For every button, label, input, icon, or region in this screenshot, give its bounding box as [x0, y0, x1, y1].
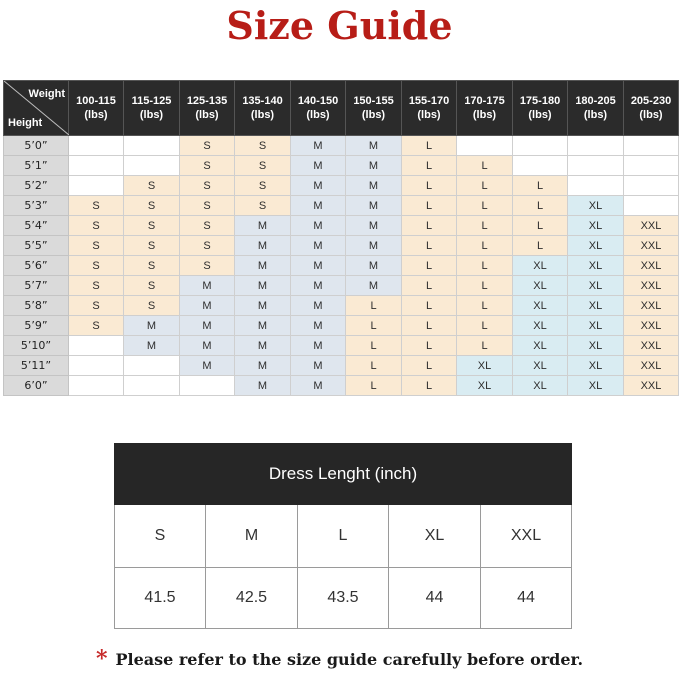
size-cell: XL: [568, 236, 624, 256]
size-cell: S: [180, 216, 235, 236]
size-cell: [124, 156, 180, 176]
size-cell: M: [235, 296, 291, 316]
height-label: 5’10”: [4, 336, 69, 356]
size-cell: XXL: [624, 296, 679, 316]
size-cell: S: [235, 156, 291, 176]
size-cell: XL: [568, 216, 624, 236]
size-cell: S: [180, 176, 235, 196]
size-cell: [69, 156, 124, 176]
size-cell: [624, 136, 679, 156]
size-cell: L: [346, 296, 402, 316]
size-cell: M: [291, 196, 346, 216]
size-cell: XXL: [624, 316, 679, 336]
size-cell: S: [69, 256, 124, 276]
dress-length-table: [114, 443, 572, 629]
size-cell: L: [402, 296, 457, 316]
weight-range: 175-180: [519, 95, 561, 107]
size-cell: XL: [457, 356, 513, 376]
size-cell: XL: [568, 336, 624, 356]
weight-header-140-150: [291, 81, 346, 136]
size-chart: [3, 80, 679, 396]
height-label: 5’5”: [4, 236, 69, 256]
size-cell: XL: [513, 316, 568, 336]
size-cell: L: [457, 236, 513, 256]
size-cell: XXL: [624, 256, 679, 276]
size-cell: L: [457, 316, 513, 336]
size-cell: L: [513, 216, 568, 236]
size-cell: XL: [568, 196, 624, 216]
size-cell: XL: [568, 316, 624, 336]
size-cell: S: [180, 256, 235, 276]
table-row: [4, 296, 679, 316]
size-cell: S: [235, 196, 291, 216]
size-cell: S: [235, 136, 291, 156]
height-label: 5’0”: [4, 136, 69, 156]
weight-unit: (lbs): [639, 109, 663, 121]
size-cell: [568, 156, 624, 176]
size-cell: S: [180, 136, 235, 156]
size-cell: XXL: [624, 236, 679, 256]
size-cell: [624, 176, 679, 196]
size-cell: S: [69, 196, 124, 216]
size-cell: M: [235, 256, 291, 276]
weight-range: 150-155: [353, 95, 394, 107]
weight-range: 140-150: [297, 95, 339, 107]
page-title: Size Guide: [226, 3, 453, 48]
size-cell: M: [346, 236, 402, 256]
weight-unit: (lbs): [195, 109, 219, 121]
size-cell: XL: [513, 356, 568, 376]
size-cell: [69, 176, 124, 196]
size-cell: XL: [513, 276, 568, 296]
dress-size-label: M: [206, 505, 298, 568]
size-cell: L: [457, 196, 513, 216]
size-cell: M: [235, 236, 291, 256]
weight-header-205-230: [624, 81, 679, 136]
weight-range: 180-205: [575, 95, 616, 107]
table-row: [4, 276, 679, 296]
table-row: [4, 356, 679, 376]
size-cell: L: [402, 356, 457, 376]
weight-range: 115-125: [131, 95, 172, 107]
table-row: [4, 156, 679, 176]
size-cell: L: [457, 276, 513, 296]
height-label: 5’1”: [4, 156, 69, 176]
weight-range: 205-230: [630, 95, 672, 107]
height-label: 5’8”: [4, 296, 69, 316]
table-row: [4, 236, 679, 256]
size-cell: M: [346, 256, 402, 276]
size-cell: M: [180, 356, 235, 376]
table-row: [4, 176, 679, 196]
dress-size-label: XXL: [481, 505, 572, 568]
size-cell: XXL: [624, 276, 679, 296]
weight-range: 125-135: [186, 95, 228, 107]
size-cell: M: [346, 176, 402, 196]
size-cell: L: [402, 136, 457, 156]
size-cell: L: [457, 256, 513, 276]
size-cell: L: [402, 236, 457, 256]
size-cell: M: [346, 156, 402, 176]
size-cell: M: [291, 236, 346, 256]
size-cell: L: [402, 156, 457, 176]
size-cell: S: [124, 256, 180, 276]
size-cell: XL: [513, 336, 568, 356]
size-cell: M: [291, 176, 346, 196]
size-cell: XL: [568, 276, 624, 296]
dress-size-label: XL: [389, 505, 481, 568]
size-cell: [568, 136, 624, 156]
size-cell: XXL: [624, 356, 679, 376]
size-cell: S: [124, 236, 180, 256]
size-cell: XL: [568, 256, 624, 276]
size-cell: L: [402, 376, 457, 396]
height-label: 5’9”: [4, 316, 69, 336]
weight-unit: (lbs): [361, 109, 386, 121]
size-cell: [124, 136, 180, 156]
size-cell: M: [291, 376, 346, 396]
height-label: 5’11”: [4, 356, 69, 376]
corner-height-label: Height: [8, 117, 43, 129]
size-cell: [180, 376, 235, 396]
size-cell: L: [346, 316, 402, 336]
height-label: 5’2”: [4, 176, 69, 196]
size-cell: M: [291, 136, 346, 156]
size-guide-note: [0, 643, 679, 675]
weight-unit: (lbs): [139, 109, 164, 121]
size-cell: L: [402, 216, 457, 236]
height-label: 5’3”: [4, 196, 69, 216]
weight-header-180-205: [568, 81, 624, 136]
size-cell: M: [291, 216, 346, 236]
size-cell: M: [180, 276, 235, 296]
size-cell: L: [402, 336, 457, 356]
size-cell: S: [69, 216, 124, 236]
size-cell: S: [124, 216, 180, 236]
size-cell: M: [291, 356, 346, 376]
size-cell: [513, 136, 568, 156]
dress-length-value: 44: [481, 568, 572, 629]
weight-unit: (lbs): [250, 109, 275, 121]
size-cell: M: [346, 276, 402, 296]
table-row: [4, 136, 679, 156]
size-cell: L: [402, 316, 457, 336]
weight-range: 100-115: [76, 95, 116, 107]
dress-length-value: 41.5: [115, 568, 206, 629]
size-cell: XL: [513, 376, 568, 396]
dress-length-value: 44: [389, 568, 481, 629]
size-cell: [624, 156, 679, 176]
size-cell: S: [69, 276, 124, 296]
size-cell: M: [235, 216, 291, 236]
size-cell: L: [402, 176, 457, 196]
weight-header-135-140: [235, 81, 291, 136]
size-cell: L: [457, 156, 513, 176]
size-cell: S: [124, 276, 180, 296]
size-cell: XL: [568, 376, 624, 396]
size-cell: L: [346, 356, 402, 376]
weight-header-175-180: [513, 81, 568, 136]
height-label: 5’6”: [4, 256, 69, 276]
size-cell: XL: [513, 256, 568, 276]
size-cell: L: [346, 336, 402, 356]
size-cell: L: [402, 256, 457, 276]
weight-header-125-135: [180, 81, 235, 136]
size-cell: S: [124, 296, 180, 316]
size-cell: XL: [513, 296, 568, 316]
size-cell: M: [291, 316, 346, 336]
size-cell: M: [235, 316, 291, 336]
weight-unit: (lbs): [84, 109, 108, 121]
weight-header-155-170: [402, 81, 457, 136]
size-cell: M: [291, 336, 346, 356]
size-cell: M: [124, 336, 180, 356]
size-cell: M: [180, 316, 235, 336]
size-cell: S: [69, 236, 124, 256]
dress-length-title: Dress Lenght (inch): [115, 444, 572, 505]
size-cell: XL: [457, 376, 513, 396]
size-cell: L: [457, 176, 513, 196]
size-cell: [124, 356, 180, 376]
size-cell: L: [402, 196, 457, 216]
weight-range: 135-140: [242, 95, 283, 107]
size-cell: M: [291, 156, 346, 176]
weight-unit: (lbs): [528, 109, 552, 121]
size-cell: M: [235, 336, 291, 356]
table-row: [4, 376, 679, 396]
size-cell: XXL: [624, 336, 679, 356]
size-cell: [624, 196, 679, 216]
note-text: Please refer to the size guide carefully before order.: [115, 650, 584, 669]
table-row: [4, 336, 679, 356]
size-cell: M: [346, 196, 402, 216]
size-cell: S: [180, 196, 235, 216]
size-cell: S: [69, 296, 124, 316]
size-cell: L: [346, 376, 402, 396]
size-cell: L: [457, 336, 513, 356]
size-cell: [513, 156, 568, 176]
size-cell: M: [235, 376, 291, 396]
dress-size-label: S: [115, 505, 206, 568]
weight-header-100-115: [69, 81, 124, 136]
size-cell: L: [513, 196, 568, 216]
size-cell: M: [291, 276, 346, 296]
weight-unit: (lbs): [472, 109, 497, 121]
dress-length-value: 42.5: [206, 568, 298, 629]
size-cell: [69, 136, 124, 156]
size-cell: M: [346, 136, 402, 156]
height-label: 5’7”: [4, 276, 69, 296]
weight-unit: (lbs): [306, 109, 330, 121]
size-cell: M: [180, 336, 235, 356]
size-cell: L: [457, 296, 513, 316]
weight-range: 155-170: [408, 95, 450, 107]
size-cell: [69, 356, 124, 376]
corner-weight-label: Weight: [28, 88, 65, 100]
table-row: [4, 256, 679, 276]
size-cell: M: [291, 296, 346, 316]
asterisk-icon: *: [95, 646, 108, 672]
size-cell: L: [402, 276, 457, 296]
chart-corner-cell: [4, 81, 69, 136]
size-cell: M: [180, 296, 235, 316]
size-cell: S: [124, 196, 180, 216]
size-cell: S: [180, 236, 235, 256]
size-cell: XXL: [624, 216, 679, 236]
size-cell: L: [513, 176, 568, 196]
size-cell: [69, 376, 124, 396]
weight-header-150-155: [346, 81, 402, 136]
size-cell: XXL: [624, 376, 679, 396]
size-cell: M: [346, 216, 402, 236]
size-cell: M: [124, 316, 180, 336]
size-cell: S: [180, 156, 235, 176]
weight-header-115-125: [124, 81, 180, 136]
size-cell: [124, 376, 180, 396]
weight-range: 170-175: [464, 95, 505, 107]
weight-unit: (lbs): [417, 109, 441, 121]
size-cell: L: [457, 216, 513, 236]
table-row: [4, 216, 679, 236]
size-cell: S: [235, 176, 291, 196]
height-label: 5’4”: [4, 216, 69, 236]
size-cell: M: [291, 256, 346, 276]
dress-length-value: 43.5: [298, 568, 389, 629]
table-row: [4, 196, 679, 216]
weight-header-170-175: [457, 81, 513, 136]
dress-size-label: L: [298, 505, 389, 568]
weight-unit: (lbs): [583, 109, 608, 121]
size-cell: M: [235, 276, 291, 296]
size-cell: [568, 176, 624, 196]
size-cell: L: [513, 236, 568, 256]
size-cell: S: [124, 176, 180, 196]
size-cell: XL: [568, 356, 624, 376]
size-cell: M: [235, 356, 291, 376]
size-cell: XL: [568, 296, 624, 316]
size-cell: [457, 136, 513, 156]
height-label: 6’0”: [4, 376, 69, 396]
table-row: [4, 316, 679, 336]
size-cell: [69, 336, 124, 356]
size-cell: S: [69, 316, 124, 336]
